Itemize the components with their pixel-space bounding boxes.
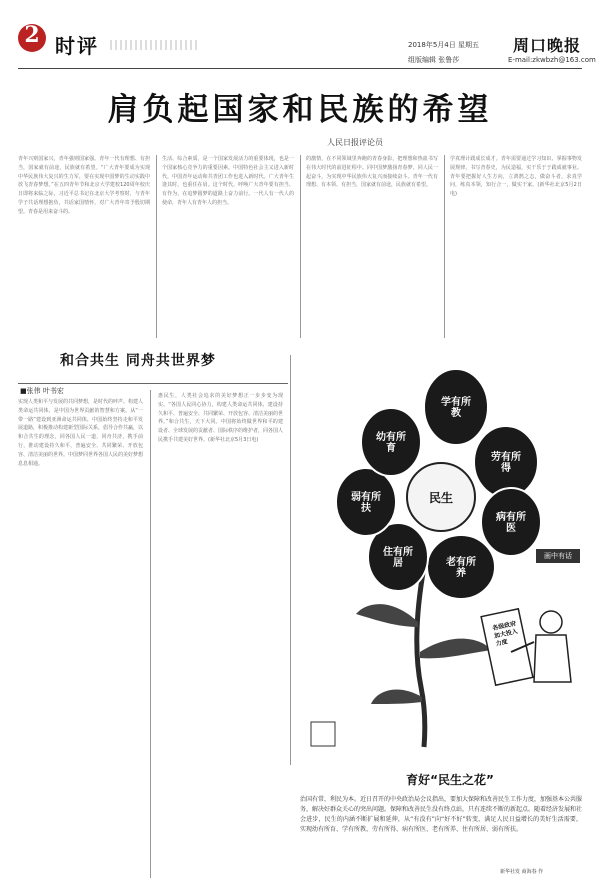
- column-divider: [300, 155, 301, 338]
- headline-byline: 人民日报评论员: [327, 138, 383, 147]
- headline: 肩负起国家和民族的希望: [107, 92, 493, 128]
- tag-label: 画中有话: [536, 549, 580, 563]
- column-divider: [156, 155, 157, 338]
- header-decor-strip: [110, 40, 200, 50]
- petal-label: 学有所教: [441, 397, 471, 419]
- cartoon: [296, 352, 586, 762]
- artist-seal: [311, 722, 335, 746]
- sign-board: [481, 609, 533, 685]
- leaf: [356, 604, 418, 627]
- page-number: 2: [24, 22, 40, 48]
- column-divider: [290, 355, 291, 765]
- cartoon-credit: 新华社发 商海春 作: [500, 869, 544, 875]
- flower-center-label: 民生: [428, 491, 453, 505]
- petal-label: 老有所养: [446, 557, 476, 579]
- second-article-rule: [18, 383, 288, 384]
- petal-label: 劳有所得: [491, 452, 521, 474]
- header: [0, 0, 600, 72]
- second-column-2: 惠民生，人类社会追求的美好梦想正一步步变为现实。“各国人民同心协力，构建人类命运共同体，建设持久和平、普遍安全、共同繁荣、开放包容、清洁美丽的世界。”和合共生，天下大同。中国将始终做世界和平的建设者、全球发展的贡献者、国际秩序的维护者，同各国人民携手共建美好世界。(新华社北京5月3日电): [158, 393, 283, 443]
- lead-column-3: 的激情，在不同领域里奔跑的青春身影，把理想和热血书写在伟大时代的前进征程中。同中国梦激扬青春梦，同人民一起奋斗，为实现中华民族伟大复兴而接续奋斗。青年一代有理想、有本领、有担当，国家就有前途，民族就有希望。: [306, 156, 438, 189]
- editor-line: 组版编辑 张鲁莎: [408, 56, 460, 64]
- cartoon-caption-text: 治国有常，利民为本。近日召开的中央政治局会议指出，要加大保障和改善民生工作力度，加强基本公共服务，解决好群众关心的突出问题。保障和改善民生没有终点站，只有连续不断的新起点。随着经济发展和社会进步，民生的内涵不断扩展和延伸，从“有没有”向“好不好”转变，满足人民日益增长的美好生活需要，实现幼有所育、学有所教、劳有所得、病有所医、老有所养、住有所居、弱有所扶。: [300, 796, 582, 833]
- paper-name: 周口晚报: [513, 36, 582, 55]
- petal-label: 幼有所育: [376, 432, 406, 454]
- lead-column-4: 学真理计践成长成才。青年需要通过学习知识、掌握事物发展规律，书写青春史，为民造福，实干乐于于践成就事业。青年要把握好人生方向，立鸿鹄之志，做奋斗者，求真学问，练真本领，知行合一，做实干家。(新华社北京5月2日电): [450, 156, 582, 198]
- column-divider: [444, 155, 445, 338]
- header-rule: [18, 68, 582, 69]
- petal-label: 弱有所扶: [351, 492, 381, 514]
- date-line: 2018年5月4日 星期五: [408, 41, 479, 49]
- petal-label: 病有所医: [496, 512, 526, 534]
- lead-column-2: 生活、综合素质，是一个国家发展活力的重要体现，也是一个国家核心竞争力的重要因素。中国特色社会主义进入新时代，中国青年运动和共青团工作也进入新时代。广大青年生逢其时，也重任在肩。这个时代，呼唤广大青年要有担当、有作为，在追梦圆梦的道路上奋力前行。一代人有一代人的使命，青年人有青年人的担当。: [162, 156, 294, 206]
- column-divider: [150, 390, 151, 878]
- email-line: E-mail:zkwbzh@163.com: [508, 56, 596, 64]
- sign-text: 各级政府加大投入力度: [491, 620, 519, 648]
- lead-column-1: 青年兴则国家兴，青年强则国家强。青年一代有理想、有担当，国家就有前途，民族就有希望。“广大青年要成为实现中华民族伟大复兴的生力军，要在实现中国梦的生动实践中放飞青春梦想。”在五四青年节和北京大学建校120周年校庆日即将来临之际，习近平总书记在北京大学考察时，与青年学子共话理想抱负，共话家国情怀，对广大青年寄予殷切期望。青春是用来奋斗的。: [18, 156, 150, 215]
- leaf: [371, 689, 422, 704]
- petal-label: 住有所居: [383, 547, 413, 569]
- cartoon-caption-title: 育好“民生之花”: [406, 773, 494, 787]
- second-article-title: 和合共生 同舟共世界梦: [60, 353, 216, 369]
- second-article-byline: ■张伟 叶书宏: [20, 387, 64, 395]
- second-column-1: 实现人类和平与发展的共同梦想，是时代的呼声。构建人类命运共同体，是中国为世界贡献的智慧和方案。从“一带一路”建设到亚洲命运共同体，中国始终坚持走和平发展道路，积极推动构建新型国际关系，倡导合作共赢，以和合共生的理念，同各国人民一道，同舟共济，携手前行，推动建设持久和平、普遍安全、共同繁荣、开放包容、清洁美丽的世界。中国梦同世界各国人民的美好梦想息息相通。: [18, 399, 143, 467]
- leaf: [420, 639, 491, 659]
- section-title: 时评: [55, 34, 99, 58]
